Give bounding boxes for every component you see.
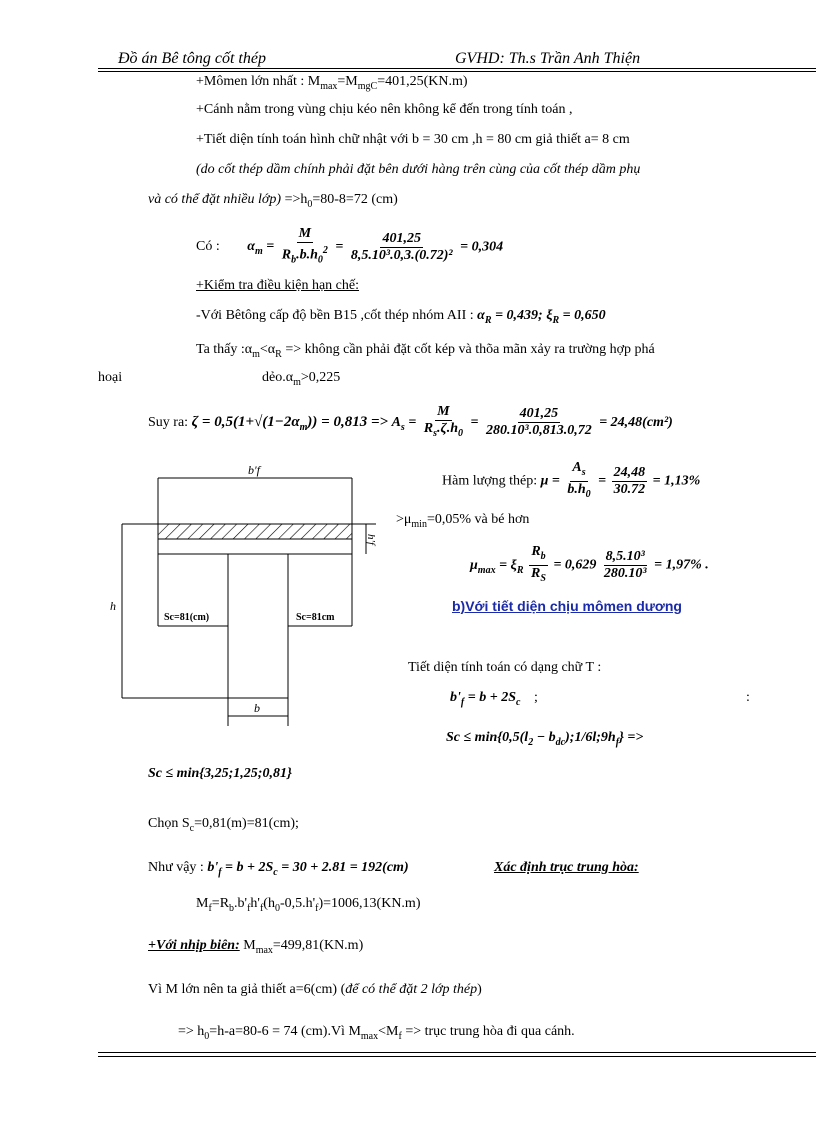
flange-hatch: [158, 524, 352, 539]
positive-moment-heading: b)Với tiết diện chịu mômen dương: [452, 598, 682, 614]
mu-max-formula: $\mu_{max} = \xi_R$ $\frac{R_b}{R_S}$ = 0,629 $\frac{\text{8,5.10³}}{\text{280.10³}}$ = 1,97% .: [470, 544, 709, 584]
web: [228, 554, 288, 698]
sc-left-label: Sc=81(cm): [164, 612, 210, 623]
end-span-line: +Với nhịp biên: $M_{max}=499,81(KN.m)$: [148, 938, 364, 956]
compare-line: Ta thấy $:\alpha_m<\alpha_R$ => không cần phải đặt cốt kép và thõa mãn xảy ra trường hợp phá: [196, 342, 655, 360]
ductile-line: $dẻo.\alpha_m>0,225$: [262, 370, 341, 388]
concrete-grade-line: -Với Bêtông cấp độ bền B15 ,cốt thép nhóm AII : $\alpha_R = 0,439$; $\xi_R = 0,650$: [196, 308, 606, 326]
header-rule-2: [98, 71, 816, 72]
header-rule: [98, 68, 816, 69]
b-label: b: [254, 701, 260, 715]
alpha-m-formula: Có : $\alpha_m$ = $\frac{M}{R_b.b.h_0^2}$ = $\frac{401,25}{\text{8,5.10³.0,3.(0.72)²}}$ = 0,304: [196, 226, 504, 266]
mf-line: $M_f=R_b.b'_fh'_f(h_0-0,5.h'_f)=1006,13(KN.m)$: [196, 896, 421, 914]
h-label: h: [110, 599, 116, 613]
choose-sc: Chọn $S_c=0,81(m)=81(cm)$;: [148, 816, 299, 834]
sc-right-label: Sc=81cm: [296, 612, 335, 623]
limit-check-heading: +Kiểm tra điều kiện hạn chế:: [196, 278, 360, 293]
zeta-as-formula: Suy ra: $\zeta = 0,5(1+√(1-2\alpha_m)) = 0,813 => A_s$ = $\frac{M}{R_s.\zeta.h_0}$ = $\frac{401,25}{\text{280.10³.0,813.0,72}}$ = 24,48(cm²): [148, 404, 673, 439]
bf-final-line: Như vậy : $b'_f = b + 2S_c = 30 + 2.81 = 192(cm)$: [148, 860, 409, 878]
sc-condition: $Sc \le \min\{0,5(l_2$ − $b_{dc});1/6l;9h_f$} =>: [446, 730, 644, 748]
section-assumption: +Tiết diện tính toán hình chữ nhật với b = 30 cm ,h = 80 cm giả thiết a= 8 cm: [196, 132, 630, 147]
footer-rule: [98, 1052, 816, 1053]
h0-final-line: => $h_0=h-a=80-6 = 74$ (cm).Vì $M_{max}<M_f$ => trục trung hòa đi qua cánh.: [178, 1024, 575, 1042]
footer-rule-2: [98, 1056, 816, 1057]
rebar-note: (do cốt thép dầm chính phải đặt bên dưới hàng trên cùng của cốt thép dầm phụ: [196, 162, 641, 177]
bf-equation: $b'_f = b + 2S_c$ ;: [450, 690, 538, 708]
hoai-word: hoại: [98, 370, 123, 385]
t-section-intro: Tiết diện tính toán có dạng chữ T :: [408, 660, 602, 675]
moment-max-line: +Mômen lớn nhất : $M_{max}=M_{mgC}=401,25(KN.m)$: [196, 74, 468, 92]
flange-note: +Cánh nằm trong vùng chịu kéo nên không kể đến trong tính toán ,: [196, 102, 573, 117]
sc-values: Sc ≤ min{3,25;1,25;0,81}: [148, 766, 292, 781]
colon-mark: :: [746, 690, 750, 705]
h0-line: và có thể đặt nhiều lớp) $=>h_0=80-8=72$ (cm): [148, 192, 398, 210]
steel-ratio: Hàm lượng thép: μ = $\frac{A_s}{b.h_0}$ = $\frac{24,48}{30.72}$ = 1,13%: [442, 460, 701, 500]
t-section-diagram: [108, 460, 398, 740]
mu-min-line: $>\mu_{min}=0,05\%$ và bé hơn: [396, 512, 530, 530]
neutral-axis-heading: Xác định trục trung hòa:: [494, 860, 639, 875]
bf-label: b'f: [248, 463, 260, 477]
assume-a-line: Vì M lớn nên ta giả thiết a=6(cm) (để có thể đặt 2 lớp thép): [148, 982, 482, 997]
header-left: Đồ án Bê tông cốt thép: [118, 50, 266, 67]
header-right: GVHD: Th.s Trần Anh Thiện: [455, 50, 641, 67]
hf-label: h'f: [365, 534, 377, 545]
